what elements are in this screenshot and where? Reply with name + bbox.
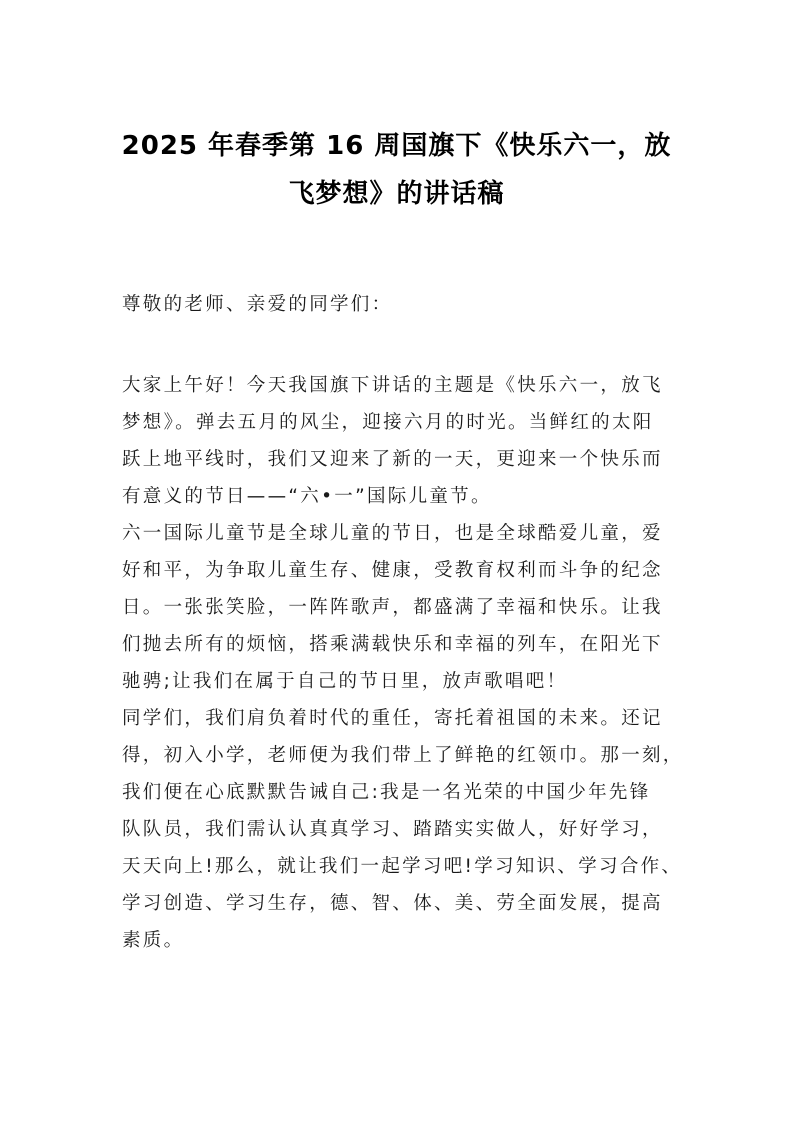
paragraph-greeting [122,367,674,515]
text-line: 素质。 [122,930,185,951]
speech-body [122,367,684,959]
text-line: 学习创造、学习生存，德、智、体、美、劳全面发展，提高 [122,893,663,914]
text-line: 大家上午好！今天我国旗下讲话的主题是《快乐六一，放飞 [122,375,663,396]
text-line: 我们便在心底默默告诫自己:我是一名光荣的中国少年先锋 [122,782,651,803]
text-line: 梦想》。弹去五月的风尘，迎接六月的时光。当鲜红的太阳 [122,412,654,433]
text-line: 好和平，为争取儿童生存、健康，受教育权利而斗争的纪念 [122,560,663,581]
paragraph-childrens-day [122,515,674,700]
text-line: 日。一张张笑脸，一阵阵歌声，都盛满了幸福和快乐。让我 [122,597,663,618]
text-line: 队队员，我们需认认真真学习、踏踏实实做人，好好学习， [122,819,663,840]
text-line: 得，初入小学，老师便为我们带上了鲜艳的红领巾。那一刻， [122,745,684,766]
salutation-text: 尊敬的老师、亲爱的同学们： [122,294,393,315]
text-line: 同学们，我们肩负着时代的重任，寄托着祖国的未来。还记 [122,708,663,729]
document-title [100,122,693,218]
title-line-2: 飞梦想》的讲话稿 [288,179,505,209]
text-line: 六一国际儿童节是全球儿童的节日，也是全球酷爱儿童，爱 [122,523,663,544]
paragraph-students [122,700,684,959]
text-line: 跃上地平线时，我们又迎来了新的一天，更迎来一个快乐而 [122,449,663,470]
salutation [122,286,674,323]
text-line: 们抛去所有的烦恼，搭乘满载快乐和幸福的列车，在阳光下 [122,634,663,655]
text-line: 有意义的节日——“六•一”国际儿童节。 [122,486,492,507]
title-line-1: 2025 年春季第 16 周国旗下《快乐六一，放 [121,131,672,161]
text-line: 天天向上!那么，就让我们一起学习吧!学习知识、学习合作、 [122,856,683,877]
text-line: 驰骋;让我们在属于自己的节日里，放声歌唱吧！ [122,671,568,692]
